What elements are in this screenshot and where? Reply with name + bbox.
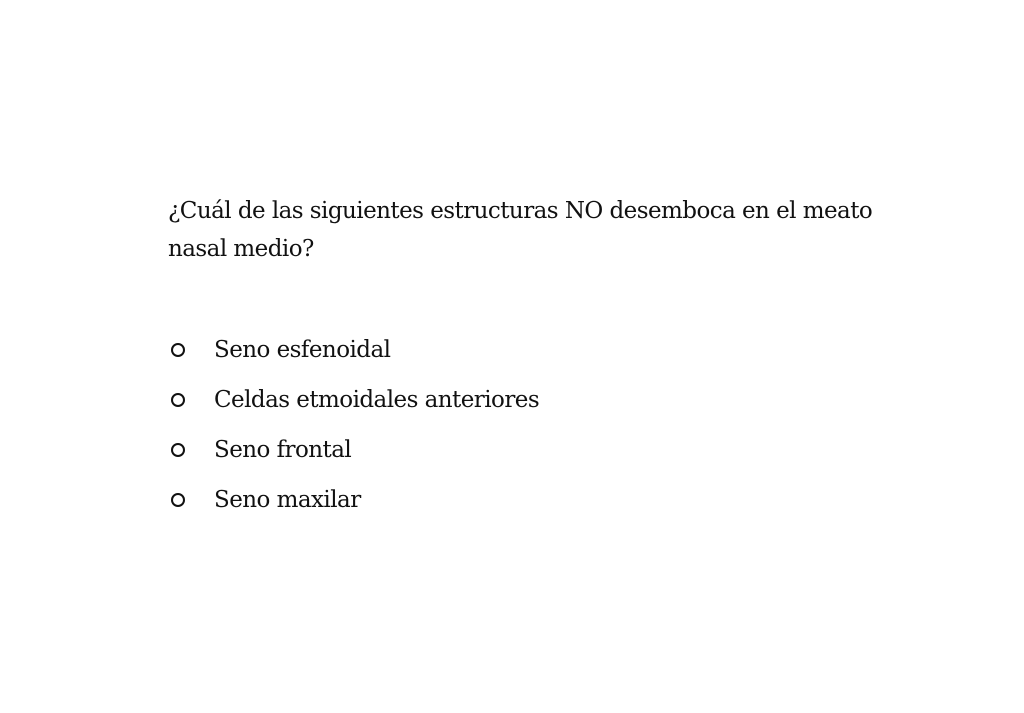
answer-option[interactable] xyxy=(168,375,539,425)
radio-button-icon[interactable] xyxy=(171,443,185,457)
radio-button-icon[interactable] xyxy=(171,393,185,407)
answer-option-label: Seno esfenoidal xyxy=(214,337,391,363)
answer-option[interactable] xyxy=(168,425,539,475)
answer-option[interactable] xyxy=(168,325,539,375)
answer-option[interactable] xyxy=(168,475,539,525)
radio-button-icon[interactable] xyxy=(171,343,185,357)
answer-option-label: Seno frontal xyxy=(214,437,352,463)
radio-button-icon[interactable] xyxy=(171,493,185,507)
answer-option-label: Seno maxilar xyxy=(214,487,361,513)
question-text: ¿Cuál de las siguientes estructuras NO desemboca en el meato nasal medio? xyxy=(168,198,873,262)
question-block xyxy=(168,192,888,268)
answer-options-list xyxy=(168,325,539,525)
answer-option-label: Celdas etmoidales anteriores xyxy=(214,387,540,413)
